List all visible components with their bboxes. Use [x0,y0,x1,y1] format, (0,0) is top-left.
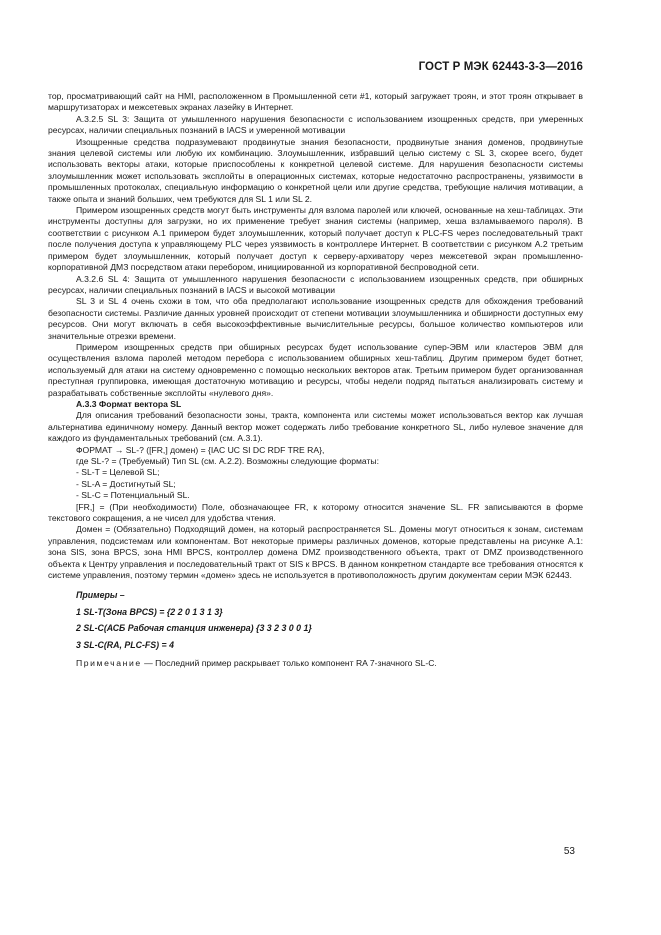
note-label: Примечание [76,658,142,669]
example-item: 2 SL-C(АСБ Рабочая станция инженера) {3 3 2 3 0 0 1} [76,623,312,634]
paragraph: [FR,] = (При необходимости) Поле, обозначающее FR, к которому относится значение SL. FR записываются в форме текстового сокращения, а не чисел для удобства чтения. [48,501,583,524]
paragraph: Домен = (Обязательно) Подходящий домен, на который распространяется SL. Домены могут относиться к зонам, системам управления, подсистемам или компонентам. Вот некоторые примеры различных доменов, которые представлены на рисунке А.1: зона SIS, зона BPCS, зона HMI BPCS, контроллер домена DMZ производственного объекта, тракт от DMZ производственного объекта к Центру управления и последовательный тракт от SIS к BPCS. В данном конкретном стандарте все требования относятся к системе управления, поэтому термин «домен» здесь не используется в противоположность другим документам серии МЭК 62443. [48,524,583,581]
page-number: 53 [563,846,575,857]
paragraph: SL 3 и SL 4 очень схожи в том, что оба предполагают использование изощренных средств для обхождения требований безопасности системы. Различие данных уровней происходит от степени мотивации злоумышленника и обширности доступных ему ресурсов. Они могут включать в себя высокоэффективные вычислительные ресурсы, большое количество компьютеров или значительные отрезки времени. [48,296,583,341]
paragraph: Примером изощренных средств могут быть инструменты для взлома паролей или ключей, основанные на хеш-таблицах. Эти инструменты доступны для загрузки, но их применение требует знания системы (например, хеша взламываемого пароля). В соответствии с рисунком А.1 примером будет злоумышленник, который получает доступ к PLC-FS через последовательный тракт после получения доступа к управляющему PLC через уязвимость в контроллере Интернет. В соответствии с рисунком А.2 третьим примером будет злоумышленник, который получает доступ к серверу-архиватору через межсетевой экран промышленно-корпоративной ДМЗ посредством атаки перебором, инициированной из корпоративной беспроводной сети. [48,205,583,273]
paragraph: тор, просматривающий сайт на HMI, расположенном в Промышленной сети #1, который загружает троян, и этот троян открывает в маршрутизаторах и межсетевых экранах лазейку в Интернет. [48,91,583,113]
examples-heading: Примеры – [76,590,125,601]
format-line: ФОРМАТ → SL-? ([FR,] домен) = {IAC UC SI DC RDF TRE RA}, [76,444,325,455]
document-body [48,91,583,670]
paragraph: Примером изощренных средств при обширных ресурсах будет использование супер-ЭВМ или кластеров ЭВМ для осуществления взлома паролей методом перебора с использованием обширных хеш-таблиц. Другим примером будет ботнет, используемый для атаки на систему одновременно с помощью нескольких векторов атак. Третьим примером будет организованная преступная группировка, имеющая достаточную мотивацию и ресурсы, чтобы недели подряд пытаться анализировать систему и разрабатывать собственные эксплойты «нулевого дня». [48,341,583,398]
note-text: — Последний пример раскрывает только компонент RA 7-значного SL-C. [141,658,437,669]
format-where-line: где SL-? = (Требуемый) Тип SL (см. А.2.2). Возможны следующие форматы: [76,456,379,466]
section-title: А.3.3 Формат вектора SL [76,398,182,409]
paragraph: Для описания требований безопасности зоны, тракта, компонента или системы может использоваться вектор как лучшая альтернатива единичному номеру. Данный вектор может содержать либо требование конкретного SL, либо нулевое значение для каждого из фундаментальных требований (см. А.3.1). [48,410,583,444]
note [48,658,583,669]
section-heading: А.3.2.6 SL 4: Защита от умышленного нарушения безопасности с использованием изощренных средств, при обширных ресурсах, наличии специальных познаний в IACS и высокой мотивации [48,273,583,295]
document-header: ГОСТ Р МЭК 62443-3-3—2016 [418,61,583,73]
list-item: - SL-C = Потенциальный SL. [76,490,190,501]
section-heading: А.3.2.5 SL 3: Защита от умышленного нарушения безопасности с использованием изощренных средств, при умеренных ресурсах, наличии специальных познаний в IACS и умеренной мотивации [48,113,583,136]
example-item: 1 SL-T(Зона BPCS) = {2 2 0 1 3 1 3} [76,606,223,617]
list-item: - SL-T = Целевой SL; [76,467,160,478]
example-item: 3 SL-C(RA, PLC-FS) = 4 [76,639,174,650]
paragraph: Изощренные средства подразумевают продвинутые знания безопасности, продвинутые знания доменов, продвинутые знания целевой системы или любую их комбинацию. Злоумышленник, избравший целью систему с SL 3, скорее всего, будет использовать векторы атаки, которые приспособлены к конкретной целевой системе. Для нарушения безопасности системы злоумышленник может использовать эксплойты в операционных системах, которые недостаточно распространены, уязвимости в промышленных протоколах, специальную информацию о конкретной цели или другие средства, требующие наличия мотивации, а также опыта и знаний больших, чем требуются для SL 1 или SL 2. [48,136,583,204]
list-item: - SL-A = Достигнутый SL; [76,478,176,489]
